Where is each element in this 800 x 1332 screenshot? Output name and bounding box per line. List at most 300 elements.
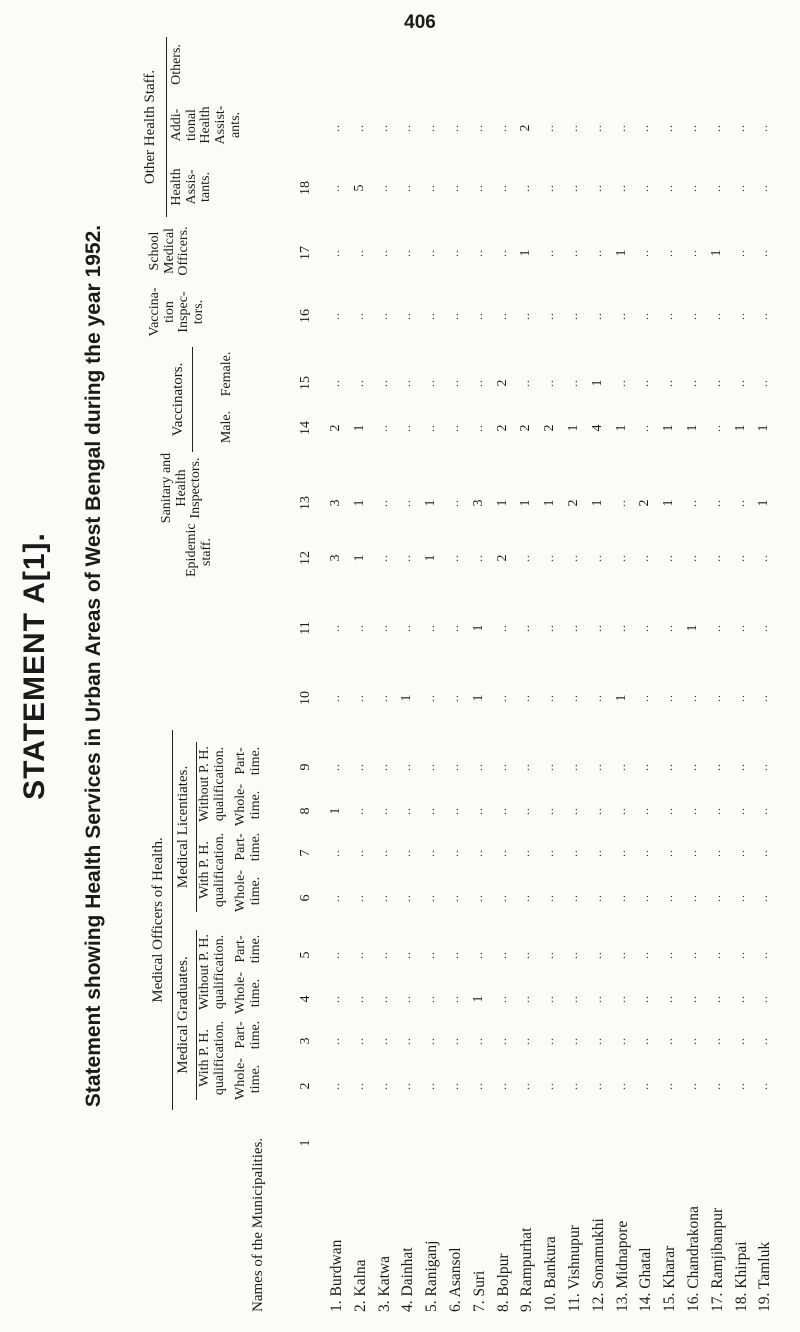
table-cell-empty: .. — [518, 1037, 533, 1045]
table-cell-empty: .. — [708, 1082, 723, 1090]
table-cell-empty: .. — [375, 124, 390, 132]
table-cell-empty: .. — [637, 807, 652, 815]
table-cell-empty: .. — [589, 249, 604, 257]
table-cell-empty: .. — [328, 694, 342, 702]
table-cell-empty: .. — [375, 499, 390, 507]
table-cell-empty: .. — [732, 951, 747, 959]
table-cell-empty: .. — [351, 951, 366, 959]
table-cell-empty: .. — [518, 995, 533, 1003]
table-cell-value: 2 — [494, 424, 510, 432]
municipality-name: 5. Raniganj — [423, 1240, 441, 1312]
table-cell-empty: .. — [470, 849, 485, 857]
table-cell-empty: .. — [542, 379, 557, 387]
table-cell-empty: .. — [756, 379, 771, 387]
table-cell-empty: .. — [518, 894, 533, 902]
table-cell-empty: .. — [708, 995, 723, 1003]
table-cell-empty: .. — [328, 894, 342, 902]
table-cell-empty: .. — [566, 763, 580, 771]
table-cell-empty: .. — [613, 849, 628, 857]
table-cell-empty: .. — [542, 849, 557, 857]
table-cell-empty: .. — [494, 894, 509, 902]
table-cell-empty: .. — [566, 951, 580, 959]
table-cell-empty: .. — [494, 249, 509, 257]
bracket-vaccinators — [192, 347, 193, 452]
header-lic-without-ph: Without P. H. qualification. — [197, 746, 227, 822]
table-cell-empty: .. — [637, 624, 652, 632]
table-cell-empty: .. — [685, 807, 699, 815]
table-cell-empty: .. — [399, 312, 414, 320]
table-cell-value: 1 — [756, 499, 772, 507]
table-cell-empty: .. — [685, 763, 699, 771]
table-cell-empty: .. — [351, 1037, 366, 1045]
table-cell-empty: .. — [375, 424, 390, 432]
table-cell-empty: .. — [661, 184, 676, 192]
table-cell-empty: .. — [423, 849, 438, 857]
table-cell-empty: .. — [351, 849, 366, 857]
table-cell-empty: .. — [375, 379, 390, 387]
table-cell-empty: .. — [566, 894, 580, 902]
table-cell-empty: .. — [566, 124, 580, 132]
table-cell-value: 1 — [685, 624, 700, 632]
table-cell-empty: .. — [375, 184, 390, 192]
table-cell-empty: .. — [351, 763, 366, 771]
table-cell-empty: .. — [470, 184, 485, 192]
table-cell-empty: .. — [542, 894, 557, 902]
table-cell-empty: .. — [351, 807, 366, 815]
municipality-name: 9. Rampurhat — [518, 1227, 536, 1312]
table-cell-empty: .. — [518, 312, 533, 320]
table-cell-empty: .. — [447, 849, 461, 857]
table-cell-empty: .. — [685, 1082, 699, 1090]
table-cell-empty: .. — [447, 1037, 461, 1045]
table-cell-empty: .. — [542, 1082, 557, 1090]
table-cell-empty: .. — [470, 1037, 485, 1045]
table-cell-empty: .. — [708, 894, 723, 902]
table-cell-empty: .. — [756, 312, 771, 320]
table-cell-value: 1 — [518, 249, 534, 257]
table-cell-empty: .. — [399, 763, 414, 771]
table-cell-empty: .. — [447, 1082, 461, 1090]
table-cell-value: 1 — [756, 424, 772, 432]
table-cell-empty: .. — [351, 312, 366, 320]
table-cell-empty: .. — [732, 849, 747, 857]
table-cell-empty: .. — [685, 894, 699, 902]
table-cell-empty: .. — [518, 1082, 533, 1090]
column-number: 9 — [298, 763, 313, 771]
table-cell-empty: .. — [708, 624, 723, 632]
table-cell-value: 1 — [351, 554, 367, 562]
table-cell-empty: .. — [542, 807, 557, 815]
table-cell-empty: .. — [375, 312, 390, 320]
table-cell-empty: .. — [685, 312, 699, 320]
table-cell-empty: .. — [637, 694, 652, 702]
table-cell-empty: .. — [542, 624, 557, 632]
table-cell-empty: .. — [399, 424, 414, 432]
header-male: Male. — [219, 410, 234, 444]
municipality-name: 3. Katwa — [375, 1256, 393, 1312]
table-cell-empty: .. — [328, 184, 342, 192]
header-female: Female. — [219, 351, 234, 397]
table-cell-empty: .. — [447, 894, 461, 902]
table-cell-empty: .. — [423, 312, 438, 320]
table-cell-empty: .. — [637, 312, 652, 320]
table-cell-empty: .. — [351, 894, 366, 902]
table-cell-empty: .. — [613, 951, 628, 959]
table-cell-empty: .. — [470, 312, 485, 320]
table-cell-empty: .. — [637, 249, 652, 257]
header-col6: Whole- time. — [233, 870, 263, 912]
table-cell-empty: .. — [589, 1037, 604, 1045]
table-cell-empty: .. — [756, 694, 771, 702]
table-cell-empty: .. — [589, 1082, 604, 1090]
table-cell-empty: .. — [518, 184, 533, 192]
header-epidemic-staff: Epidemic staff. — [184, 523, 214, 577]
table-cell-empty: .. — [566, 624, 580, 632]
table-cell-empty: .. — [756, 763, 771, 771]
table-cell-empty: .. — [566, 849, 580, 857]
table-cell-empty: .. — [328, 249, 342, 257]
table-cell-empty: .. — [494, 763, 509, 771]
table-cell-empty: .. — [661, 894, 676, 902]
header-col7: Part- time. — [233, 832, 263, 862]
table-cell-empty: .. — [447, 807, 461, 815]
table-cell-empty: .. — [708, 849, 723, 857]
table-cell-empty: .. — [661, 995, 676, 1003]
table-cell-empty: .. — [756, 807, 771, 815]
table-cell-empty: .. — [756, 849, 771, 857]
table-cell-empty: .. — [708, 312, 723, 320]
table-cell-value: 1 — [494, 499, 510, 507]
table-cell-empty: .. — [661, 694, 676, 702]
column-number: 12 — [298, 551, 313, 565]
header-other-health-staff: Other Health Staff. — [142, 69, 158, 185]
table-cell-empty: .. — [685, 694, 699, 702]
table-cell-empty: .. — [375, 995, 390, 1003]
table-cell-empty: .. — [470, 379, 485, 387]
column-number: 18 — [298, 181, 313, 195]
header-health-assistants: Health Assis- tants. — [169, 168, 214, 206]
table-cell-empty: .. — [328, 624, 342, 632]
table-cell-value: 1 — [351, 424, 367, 432]
table-cell-empty: .. — [447, 951, 461, 959]
table-cell-empty: .. — [447, 379, 461, 387]
table-cell-empty: .. — [423, 1037, 438, 1045]
table-cell-empty: .. — [589, 951, 604, 959]
statement-subtitle: Statement showing Health Services in Urban Areas of West Bengal during the year 1952. — [82, 224, 105, 1108]
table-cell-empty: .. — [447, 312, 461, 320]
table-cell-empty: .. — [399, 894, 414, 902]
table-cell-empty: .. — [566, 1037, 580, 1045]
table-cell-value: 1 — [351, 499, 367, 507]
table-cell-empty: .. — [685, 1037, 699, 1045]
table-cell-empty: .. — [470, 554, 485, 562]
table-cell-empty: .. — [542, 763, 557, 771]
table-cell-value: 3 — [328, 499, 343, 507]
table-cell-empty: .. — [566, 554, 580, 562]
table-cell-empty: .. — [756, 184, 771, 192]
table-cell-empty: .. — [447, 694, 461, 702]
column-number: 13 — [298, 496, 313, 510]
municipality-name: 10. Bankura — [542, 1236, 560, 1312]
bracket-medical-officers — [172, 730, 173, 1110]
municipality-name: 8. Bolpur — [494, 1253, 512, 1312]
table-cell-empty: .. — [732, 624, 747, 632]
table-cell-empty: .. — [447, 424, 461, 432]
column-number: 15 — [298, 376, 313, 390]
table-cell-empty: .. — [542, 694, 557, 702]
table-cell-value: 1 — [589, 379, 605, 387]
table-cell-empty: .. — [470, 1082, 485, 1090]
table-cell-empty: .. — [566, 249, 580, 257]
table-cell-empty: .. — [613, 184, 628, 192]
table-cell-value: 3 — [328, 554, 343, 562]
table-cell-empty: .. — [375, 849, 390, 857]
column-number: 17 — [298, 246, 313, 260]
table-cell-empty: .. — [566, 694, 580, 702]
table-cell-value: 1 — [613, 249, 629, 257]
table-cell-empty: .. — [685, 379, 699, 387]
table-cell-empty: .. — [494, 694, 509, 702]
table-cell-empty: .. — [732, 763, 747, 771]
table-cell-empty: .. — [375, 951, 390, 959]
table-cell-empty: .. — [351, 694, 366, 702]
table-cell-empty: .. — [637, 1037, 652, 1045]
table-cell-empty: .. — [756, 995, 771, 1003]
table-cell-empty: .. — [399, 554, 414, 562]
table-cell-empty: .. — [685, 499, 699, 507]
table-cell-empty: .. — [470, 124, 485, 132]
table-cell-empty: .. — [613, 763, 628, 771]
bracket-other-staff — [166, 37, 167, 217]
municipality-name: 7. Suri — [470, 1270, 488, 1312]
table-cell-value: 3 — [470, 499, 486, 507]
table-cell-empty: .. — [589, 694, 604, 702]
table-cell-empty: .. — [328, 312, 342, 320]
table-cell-empty: .. — [470, 807, 485, 815]
municipality-name: 18. Khirpai — [732, 1241, 750, 1312]
table-cell-empty: .. — [661, 849, 676, 857]
table-cell-empty: .. — [375, 807, 390, 815]
page-number: 406 — [404, 12, 436, 33]
table-cell-empty: .. — [351, 249, 366, 257]
table-cell-empty: .. — [375, 1082, 390, 1090]
table-cell-value: 2 — [566, 499, 581, 507]
table-cell-value: 1 — [542, 499, 558, 507]
table-cell-empty: .. — [589, 763, 604, 771]
table-cell-empty: .. — [756, 124, 771, 132]
table-cell-empty: .. — [613, 995, 628, 1003]
table-cell-empty: .. — [328, 995, 342, 1003]
table-cell-empty: .. — [566, 1082, 580, 1090]
municipality-name: 11. Vishnupur — [566, 1225, 583, 1312]
table-cell-value: 1 — [470, 694, 486, 702]
table-cell-empty: .. — [613, 312, 628, 320]
table-cell-value: 1 — [708, 249, 724, 257]
table-cell-empty: .. — [756, 894, 771, 902]
table-cell-value: 1 — [423, 554, 439, 562]
table-cell-value: 1 — [399, 694, 415, 702]
header-school-medical-officers: School Medical Officers. — [147, 226, 192, 276]
table-cell-empty: .. — [423, 249, 438, 257]
table-cell-value: 4 — [589, 424, 605, 432]
header-col5: Part- time. — [233, 934, 263, 964]
municipality-name: 17. Ramjibanpur — [708, 1207, 726, 1312]
table-cell-empty: .. — [756, 1037, 771, 1045]
table-cell-empty: .. — [613, 624, 628, 632]
table-cell-empty: .. — [613, 554, 628, 562]
table-cell-empty: .. — [375, 894, 390, 902]
table-cell-empty: .. — [423, 379, 438, 387]
municipality-name: 16. Chandrakona — [685, 1206, 702, 1312]
column-number: 1 — [298, 1139, 313, 1147]
header-additional-health-assistants: Addi- tional Health Assist- ants. — [169, 105, 243, 145]
table-cell-empty: .. — [756, 951, 771, 959]
table-cell-empty: .. — [708, 951, 723, 959]
table-cell-empty: .. — [447, 554, 461, 562]
header-lic-with-ph: With P. H. qualification. — [197, 832, 227, 908]
table-cell-empty: .. — [328, 379, 342, 387]
municipality-name: 1. Burdwan — [328, 1239, 345, 1312]
table-cell-empty: .. — [542, 312, 557, 320]
column-number: 11 — [298, 621, 313, 635]
table-cell-empty: .. — [494, 849, 509, 857]
header-grad-without-ph: Without P. H. qualification. — [197, 934, 227, 1010]
table-cell-empty: .. — [589, 554, 604, 562]
table-cell-empty: .. — [661, 379, 676, 387]
table-cell-empty: .. — [542, 554, 557, 562]
table-cell-empty: .. — [661, 312, 676, 320]
column-number: 2 — [298, 1082, 313, 1090]
table-cell-empty: .. — [637, 995, 652, 1003]
table-cell-empty: .. — [613, 379, 628, 387]
municipality-name: 13. Midnapore — [613, 1220, 631, 1312]
header-medical-graduates: Medical Graduates. — [175, 956, 191, 1074]
table-cell-empty: .. — [685, 951, 699, 959]
table-cell-empty: .. — [732, 694, 747, 702]
table-cell-empty: .. — [637, 894, 652, 902]
table-cell-empty: .. — [732, 1082, 747, 1090]
table-cell-empty: .. — [423, 995, 438, 1003]
table-cell-empty: .. — [708, 694, 723, 702]
column-number: 4 — [298, 995, 313, 1003]
table-cell-empty: .. — [661, 951, 676, 959]
table-cell-empty: .. — [708, 1037, 723, 1045]
table-cell-empty: .. — [328, 124, 342, 132]
table-cell-empty: .. — [708, 124, 723, 132]
table-cell-value: 2 — [637, 499, 653, 507]
table-cell-empty: .. — [518, 554, 533, 562]
table-cell-empty: .. — [328, 763, 342, 771]
table-cell-empty: .. — [756, 249, 771, 257]
table-cell-value: 2 — [518, 424, 534, 432]
table-cell-empty: .. — [732, 249, 747, 257]
table-cell-empty: .. — [494, 184, 509, 192]
table-cell-empty: .. — [732, 184, 747, 192]
table-cell-empty: .. — [423, 807, 438, 815]
municipality-name: 6. Asansol — [447, 1247, 464, 1312]
table-cell-empty: .. — [328, 1037, 342, 1045]
table-cell-empty: .. — [732, 1037, 747, 1045]
table-cell-empty: .. — [399, 951, 414, 959]
table-cell-value: 1 — [518, 499, 534, 507]
table-cell-empty: .. — [542, 184, 557, 192]
table-cell-empty: .. — [685, 184, 699, 192]
header-vaccinators: Vaccinators. — [170, 362, 186, 437]
table-cell-empty: .. — [661, 763, 676, 771]
table-cell-empty: .. — [399, 624, 414, 632]
column-number: 6 — [298, 894, 313, 902]
table-cell-empty: .. — [566, 312, 580, 320]
table-cell-value: 1 — [566, 424, 581, 432]
table-cell-empty: .. — [375, 624, 390, 632]
table-cell-empty: .. — [685, 995, 699, 1003]
table-cell-empty: .. — [351, 624, 366, 632]
table-cell-empty: .. — [661, 807, 676, 815]
municipality-name: 19. Tamluk — [756, 1241, 774, 1312]
table-cell-empty: .. — [542, 124, 557, 132]
table-cell-empty: .. — [613, 807, 628, 815]
column-number: 16 — [298, 309, 313, 323]
table-cell-empty: .. — [566, 379, 580, 387]
table-cell-empty: .. — [399, 124, 414, 132]
table-cell-empty: .. — [637, 124, 652, 132]
table-cell-empty: .. — [566, 995, 580, 1003]
table-cell-empty: .. — [542, 951, 557, 959]
table-cell-empty: .. — [447, 249, 461, 257]
table-cell-empty: .. — [470, 894, 485, 902]
municipality-name: 4. Dainhat — [399, 1247, 417, 1312]
table-cell-empty: .. — [399, 849, 414, 857]
table-cell-empty: .. — [613, 499, 628, 507]
table-cell-empty: .. — [375, 694, 390, 702]
table-cell-empty: .. — [756, 624, 771, 632]
table-cell-empty: .. — [470, 763, 485, 771]
table-cell-empty: .. — [732, 807, 747, 815]
table-cell-empty: .. — [589, 184, 604, 192]
table-cell-empty: .. — [494, 124, 509, 132]
table-cell-empty: .. — [589, 849, 604, 857]
table-cell-empty: .. — [399, 184, 414, 192]
table-cell-empty: .. — [399, 379, 414, 387]
table-cell-empty: .. — [661, 124, 676, 132]
table-cell-empty: .. — [708, 807, 723, 815]
table-cell-empty: .. — [328, 849, 342, 857]
table-cell-empty: .. — [447, 499, 461, 507]
table-cell-empty: .. — [685, 554, 699, 562]
table-cell-empty: .. — [351, 379, 366, 387]
table-cell-value: 1 — [423, 499, 439, 507]
table-cell-value: 1 — [732, 424, 748, 432]
header-medical-officers: Medical Officers of Health. — [150, 837, 166, 1003]
table-cell-empty: .. — [732, 312, 747, 320]
table-cell-empty: .. — [494, 1037, 509, 1045]
table-cell-empty: .. — [518, 694, 533, 702]
table-cell-empty: .. — [589, 312, 604, 320]
municipality-name: 12. Sonamukhi — [589, 1218, 607, 1312]
table-cell-empty: .. — [375, 554, 390, 562]
table-cell-empty: .. — [661, 1037, 676, 1045]
table-cell-empty: .. — [589, 894, 604, 902]
table-cell-empty: .. — [637, 379, 652, 387]
table-cell-value: 2 — [494, 379, 510, 387]
table-cell-empty: .. — [351, 124, 366, 132]
table-cell-empty: .. — [732, 379, 747, 387]
table-cell-empty: .. — [637, 849, 652, 857]
table-cell-value: 1 — [613, 694, 629, 702]
table-cell-empty: .. — [542, 1037, 557, 1045]
column-number: 8 — [298, 807, 313, 815]
table-cell-empty: .. — [494, 1082, 509, 1090]
